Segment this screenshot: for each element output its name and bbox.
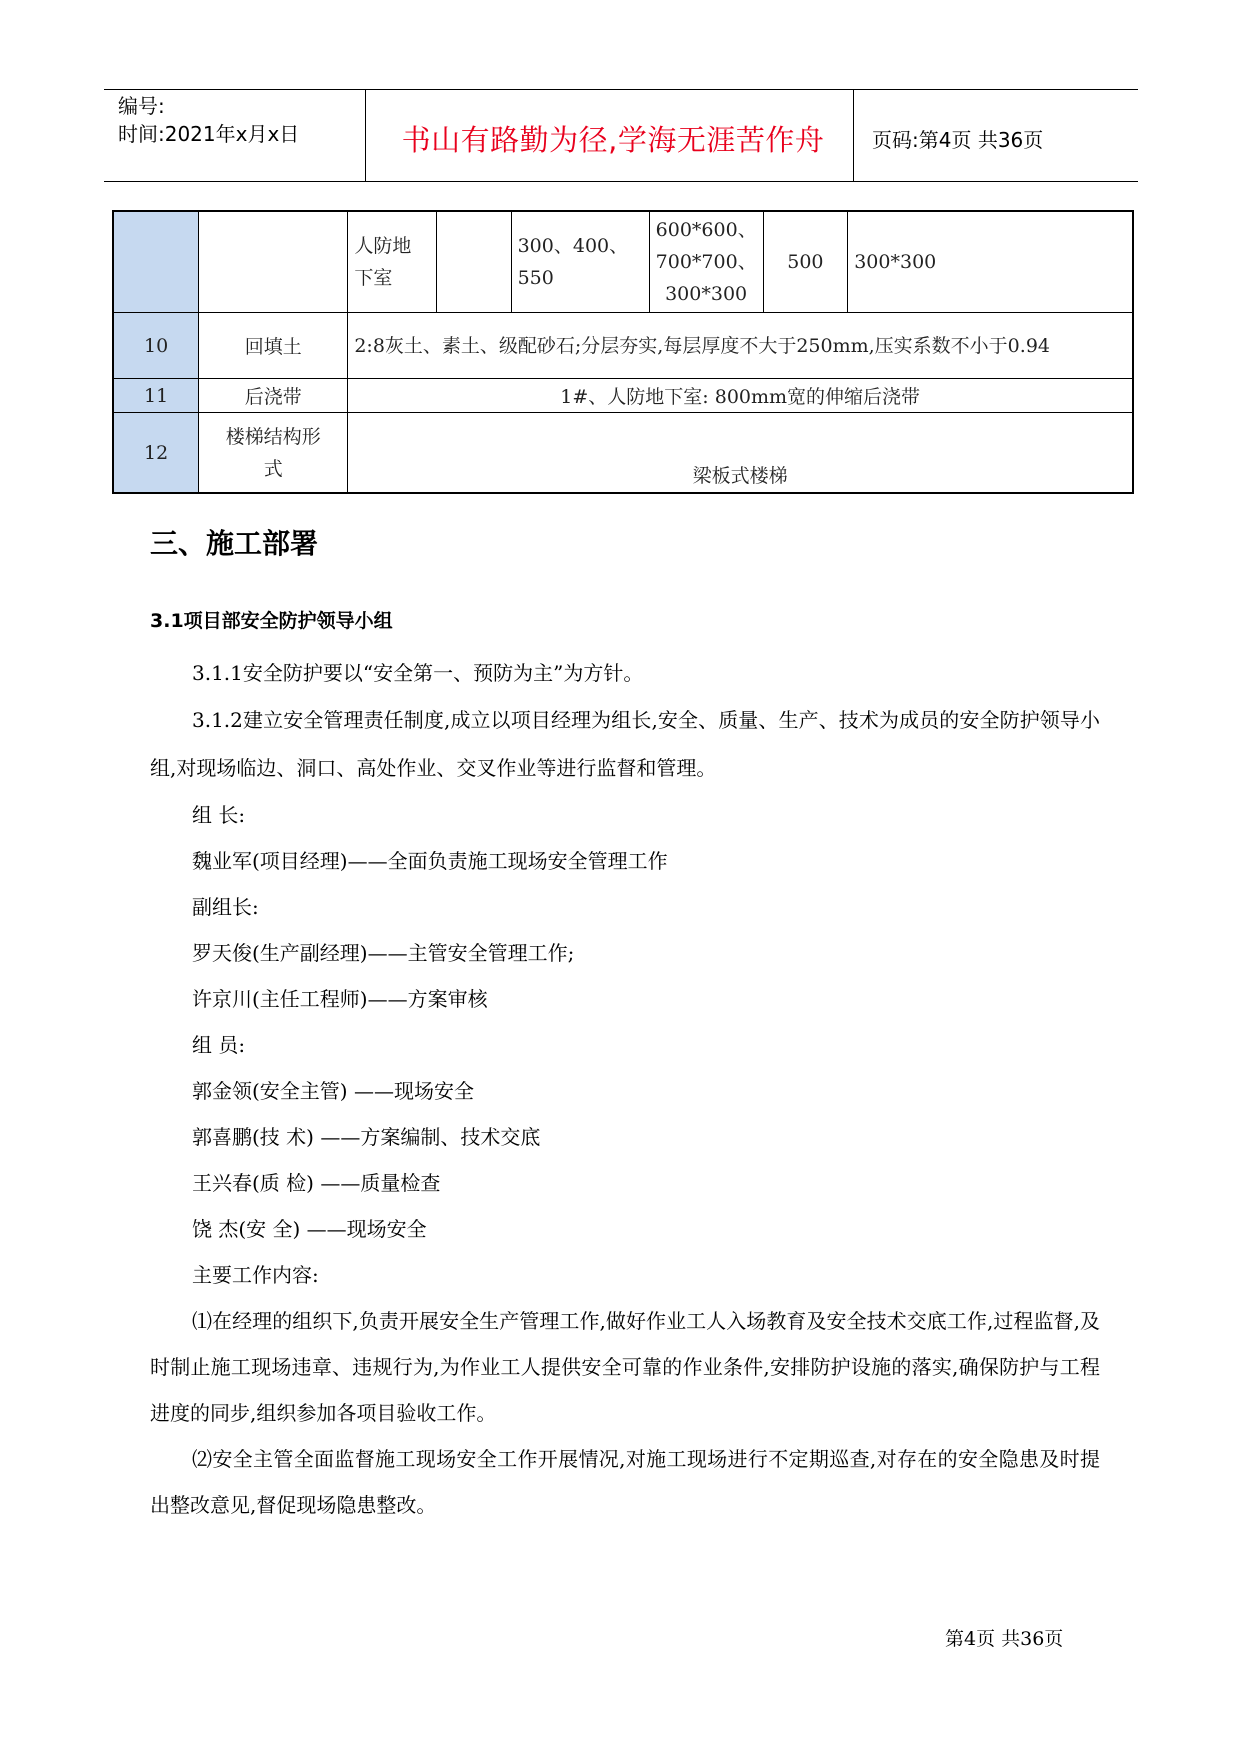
table-cell-item: 回填土 bbox=[199, 313, 348, 379]
header-motto: 书山有路勤为径,学海无涯苦作舟 bbox=[401, 123, 825, 157]
work-item: ⑴在经理的组织下,负责开展安全生产管理工作,做好作业工人入场教育及安全技术交底工作,过程监督,及时制止施工现场违章、违规行为,为作业工人提供安全可靠的作业条件,安排防护设施的落实,确保防护与工程进度的同步,组织参加各项目验收工作。 bbox=[150, 1309, 1100, 1425]
table-cell-content: 梁板式楼梯 bbox=[348, 413, 1133, 493]
table-cell-item: 后浇带 bbox=[199, 379, 348, 413]
header-bottom-rule bbox=[104, 181, 1138, 182]
section-body bbox=[150, 650, 1100, 1528]
member-entry: 饶 杰(安 全) ——现场安全 bbox=[192, 1217, 427, 1241]
table-row bbox=[113, 379, 1133, 413]
member-label: 组 员: bbox=[192, 1033, 246, 1057]
work-item: ⑵安全主管全面监督施工现场安全工作开展情况,对施工现场进行不定期巡查,对存在的安全隐患及时提出整改意见,督促现场隐患整改。 bbox=[150, 1447, 1100, 1517]
table-cell-name: 人防地下室 bbox=[348, 211, 437, 313]
header-page-number: 页码:第4页 共36页 bbox=[872, 128, 1044, 152]
subsection-title: 3.1项目部安全防护领导小组 bbox=[150, 610, 393, 632]
table-row-continued bbox=[113, 211, 1133, 313]
leader-entry: 魏业军(项目经理)——全面负责施工现场安全管理工作 bbox=[192, 849, 668, 873]
structure-spec-table bbox=[112, 210, 1134, 494]
table-cell-num: 10 bbox=[113, 313, 199, 379]
table-cell-content: 2:8灰土、素土、级配砂石;分层夯实,每层厚度不大于250mm,压实系数不小于0.94 bbox=[348, 313, 1133, 379]
table-cell-num: 11 bbox=[113, 379, 199, 413]
table-cell-content: 1#、人防地下室: 800mm宽的伸缩后浇带 bbox=[348, 379, 1133, 413]
header-info bbox=[118, 92, 299, 148]
deputy-label: 副组长: bbox=[192, 895, 259, 919]
table-cell-col8: 300*300 bbox=[848, 211, 1133, 313]
leader-label: 组 长: bbox=[192, 803, 246, 827]
member-entry: 郭喜鹏(技 术) ——方案编制、技术交底 bbox=[192, 1125, 541, 1149]
deputy-entry: 罗天俊(生产副经理)——主管安全管理工作; bbox=[192, 941, 575, 965]
header-top-rule bbox=[104, 89, 1138, 90]
table-cell-col4 bbox=[437, 211, 512, 313]
footer-page-number: 第4页 共36页 bbox=[945, 1628, 1064, 1650]
table-cell-col7: 500 bbox=[763, 211, 848, 313]
paragraph-system: 3.1.2建立安全管理责任制度,成立以项目经理为组长,安全、质量、生产、技术为成员的安全防护领导小组,对现场临边、洞口、高处作业、交叉作业等进行监督和管理。 bbox=[150, 708, 1100, 780]
work-label: 主要工作内容: bbox=[192, 1263, 319, 1287]
table-cell-col6: 600*600、700*700、300*300 bbox=[649, 211, 763, 313]
table-cell-item bbox=[199, 211, 348, 313]
document-time-label: 时间:2021年x月x日 bbox=[118, 122, 300, 146]
deputy-entry: 许京川(主任工程师)——方案审核 bbox=[192, 987, 488, 1011]
paragraph-principle: 3.1.1安全防护要以“安全第一、预防为主”为方针。 bbox=[192, 661, 644, 685]
table-row bbox=[113, 313, 1133, 379]
table-cell-col5: 300、400、550 bbox=[511, 211, 649, 313]
table-row bbox=[113, 413, 1133, 493]
document-number-label: 编号: bbox=[118, 94, 165, 118]
header-divider-left bbox=[365, 89, 366, 181]
table-cell-num bbox=[113, 211, 199, 313]
table-cell-item: 楼梯结构形式 bbox=[199, 413, 348, 493]
table-cell-num: 12 bbox=[113, 413, 199, 493]
member-entry: 郭金领(安全主管) ——现场安全 bbox=[192, 1079, 474, 1103]
member-entry: 王兴春(质 检) ——质量检查 bbox=[192, 1171, 441, 1195]
section-title: 三、施工部署 bbox=[150, 527, 319, 560]
